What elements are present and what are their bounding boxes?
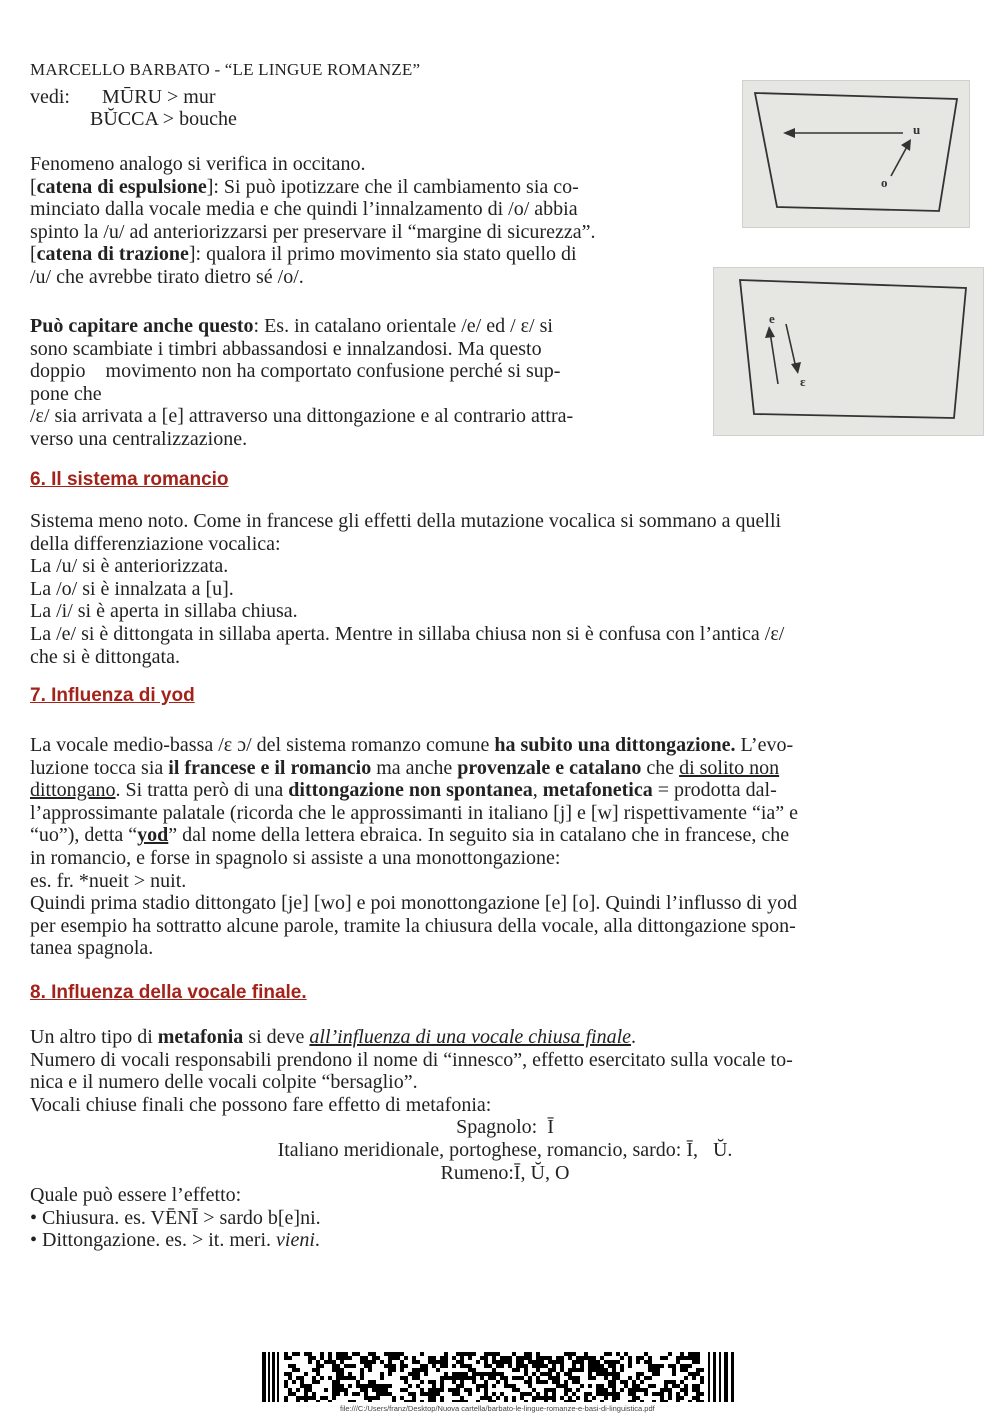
text-line: della differenziazione vocalica: <box>30 532 281 555</box>
text-line: Numero di vocali responsabili prendono il nome di “innesco”, effetto esercitato sulla vocale to- <box>30 1048 793 1071</box>
vowel-diagram-photo-2 <box>713 267 984 436</box>
example-muru: MŪRU > mur <box>102 86 216 108</box>
vowel-label-u: u <box>913 122 921 137</box>
text-line: [catena di espulsione]: Si può ipotizzare che il cambiamento sia co- <box>30 175 579 198</box>
text-line: luzione tocca sia il francese e il romancio ma anche provenzale e catalano che di solito non <box>30 756 780 779</box>
text-line: in romancio, e forse in spagnolo si assiste a una monottongazione: <box>30 846 561 869</box>
text-line: per esempio ha sottratto alcune parole, tramite la chiusura della vocale, alla dittongazione spon- <box>30 914 796 937</box>
text-line: sono scambiate i timbri abbassandosi e innalzandosi. Ma questo <box>30 337 542 360</box>
vedi-label: vedi: <box>30 86 70 108</box>
text-line: La /o/ si è innalzata a [u]. <box>30 577 234 600</box>
text-line: La /u/ si è anteriorizzata. <box>30 555 229 578</box>
text-line: Quindi prima stadio dittongato [je] [wo] e poi monottongazione [e] [o]. Quindi l’influsso di yod <box>30 892 798 915</box>
text-line: Un altro tipo di metafonia si deve all’influenza di una vocale chiusa finale. <box>30 1026 637 1048</box>
vowel-trapezoid-diagram <box>714 268 983 435</box>
text-line: “uo”), detta “yod” dal nome della lettera ebraica. In seguito sia in catalano che in francese, che <box>30 824 790 847</box>
text-line: [catena di trazione]: qualora il primo movimento sia stato quello di <box>30 243 577 266</box>
text-line: spinto la /u/ ad anteriorizzarsi per preservare il “margine di sicurezza”. <box>30 220 596 243</box>
text-line: /ɛ/ sia arrivata a [e] attraverso una dittongazione e al contrario attra- <box>30 405 574 428</box>
text-line: Vocali chiuse finali che possono fare effetto di metafonia: <box>30 1093 492 1116</box>
barcode-image <box>262 1352 736 1402</box>
section-heading-6: 6. Il sistema romancio <box>30 469 229 490</box>
centered-line-italiano: Italiano meridionale, portoghese, romancio, sardo: Ī, Ŭ. <box>277 1138 733 1161</box>
centered-line-rumeno: Rumeno:Ī, Ŭ, O <box>440 1161 570 1184</box>
page-header: MARCELLO BARBATO - “LE LINGUE ROMANZE” <box>30 60 421 79</box>
text-line: Sistema meno noto. Come in francese gli effetti della mutazione vocalica si sommano a quelli <box>30 510 782 532</box>
text-line: nica e il numero delle vocali colpite “bersaglio”. <box>30 1071 418 1094</box>
text-line: l’approssimante palatale (ricorda che le approssimanti in italiano [j] e [w] rispettivamente “ia” e <box>30 801 799 824</box>
paragraph-catalano <box>30 315 710 451</box>
text-line: dittongano. Si tratta però di una dittongazione non spontanea, metafonetica = prodotta dal- <box>30 779 777 802</box>
text-line: minciato dalla vocale media e che quindi l’innalzamento di /o/ abbia <box>30 198 578 221</box>
section-8-body <box>30 1026 980 1252</box>
paragraph-catena <box>30 153 730 289</box>
text-line: verso una centralizzazione. <box>30 427 248 450</box>
text-line: La /i/ si è aperta in sillaba chiusa. <box>30 600 298 623</box>
example-bucca: BŬCCA > bouche <box>90 108 237 130</box>
vowel-label-e: e <box>769 311 775 326</box>
text-line: pone che <box>30 382 102 405</box>
text-line: che si è dittongata. <box>30 645 180 668</box>
text-line: Fenomeno analogo si verifica in occitano. <box>30 153 366 175</box>
text-line: La /e/ si è dittongata in sillaba aperta. Mentre in sillaba chiusa non si è confusa con l’antica /ɛ/ <box>30 622 785 645</box>
bullet-item: • Chiusura. es. VĒNĪ > sardo b[e]ni. <box>30 1206 321 1229</box>
text-line: /u/ che avrebbe tirato dietro sé /o/. <box>30 265 304 288</box>
section-heading-8: 8. Influenza della vocale finale. <box>30 982 307 1003</box>
vowel-label-o: o <box>881 175 888 190</box>
file-path-footer: file:///C:/Users/franz/Desktop/Nuova cartella/barbato-le-lingue-romanze-e-basi-di-linguistica.pdf <box>340 1404 655 1413</box>
section-7-body <box>30 734 980 960</box>
vowel-label-epsilon: ɛ <box>800 374 806 389</box>
bullet-item: • Dittongazione. es. > it. meri. vieni. <box>30 1229 320 1252</box>
section-6-body <box>30 510 980 668</box>
vowel-trapezoid-diagram <box>743 81 969 227</box>
text-line: tanea spagnola. <box>30 937 154 960</box>
vowel-diagram-photo-1 <box>742 80 970 228</box>
text-line: Può capitare anche questo: Es. in catalano orientale /e/ ed / ɛ/ si <box>30 315 553 337</box>
text-line: Quale può essere l’effetto: <box>30 1184 242 1207</box>
section-heading-7: 7. Influenza di yod <box>30 685 195 706</box>
text-line: La vocale medio-bassa /ɛ ɔ/ del sistema romanzo comune ha subito una dittongazione. L’evo- <box>30 734 794 756</box>
text-line: es. fr. *nueit > nuit. <box>30 869 187 892</box>
text-line: doppio movimento non ha comportato confusione perché si sup- <box>30 360 561 383</box>
centered-line-spagnolo: Spagnolo: Ī <box>456 1116 554 1139</box>
